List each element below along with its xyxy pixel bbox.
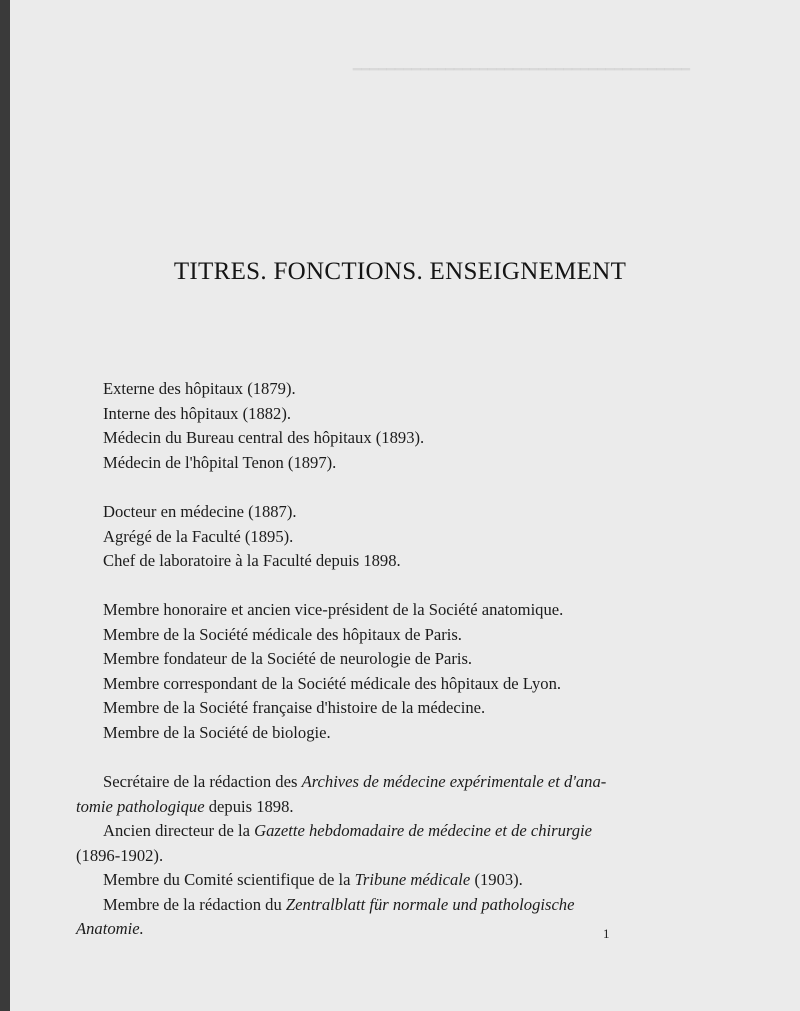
page-number: 1	[603, 926, 610, 941]
hospital-posts	[103, 377, 669, 475]
list-item: Membre honoraire et ancien vice-président de la Société anatomique.	[103, 600, 564, 619]
journal-title: Gazette hebdomadaire de médecine et de chirurgie	[254, 821, 593, 840]
editorial-zentral-line-1	[103, 893, 669, 918]
editorial-archives-line-2	[76, 795, 669, 820]
faculty-posts	[103, 500, 669, 574]
editorial-gazette-line-2: (1896-1902).	[76, 845, 164, 865]
editorial-zentral-line-2	[76, 917, 669, 942]
societies	[103, 598, 669, 745]
journal-title: Anatomie.	[76, 919, 144, 938]
editorial-archives-line-1	[103, 770, 669, 795]
journal-title: tomie pathologique	[76, 796, 205, 816]
text: depuis 1898.	[204, 796, 294, 816]
list-item: Membre de la Société de biologie.	[103, 722, 331, 742]
list-item: Médecin de l'hôpital Tenon (1897).	[103, 452, 337, 472]
list-item: Membre de la Société française d'histoire de la médecine.	[103, 698, 486, 717]
text: Membre de la rédaction du	[103, 894, 286, 914]
text: (1903).	[470, 870, 523, 889]
show-through: ━━━━━━━━━━━━━━━━━━━━━━━━━━━━━━━━━━━━━━━━	[352, 63, 690, 78]
list-item: Membre de la Société médicale des hôpitaux de Paris.	[103, 624, 462, 644]
list-item: Membre fondateur de la Société de neurologie de Paris.	[103, 649, 473, 668]
list-item: Médecin du Bureau central des hôpitaux (1893).	[103, 428, 425, 447]
list-item: Chef de laboratoire à la Faculté depuis 1898.	[103, 551, 401, 570]
journal-title: Archives de médecine expérimentale et d'ana-	[301, 772, 607, 791]
editorial-gazette-line-1	[103, 819, 669, 844]
list-item: Docteur en médecine (1887).	[103, 502, 297, 521]
list-item: Agrégé de la Faculté (1895).	[103, 526, 294, 546]
journal-title: Tribune médicale	[354, 870, 471, 889]
journal-title: Zentralblatt für normale und pathologische	[285, 894, 575, 914]
text: Secrétaire de la rédaction des	[103, 772, 302, 791]
text: Membre du Comité scientifique de la	[103, 870, 355, 889]
list-item: Membre correspondant de la Société médicale des hôpitaux de Lyon.	[103, 673, 562, 693]
editorial-tribune	[103, 868, 669, 893]
list-item: Externe des hôpitaux (1879).	[103, 379, 296, 398]
page-title: TITRES. FONCTIONS. ENSEIGNEMENT	[173, 258, 627, 285]
editorial	[76, 770, 669, 942]
text: Ancien directeur de la	[103, 821, 255, 840]
list-item: Interne des hôpitaux (1882).	[103, 403, 292, 423]
scan-edge	[0, 0, 10, 1011]
